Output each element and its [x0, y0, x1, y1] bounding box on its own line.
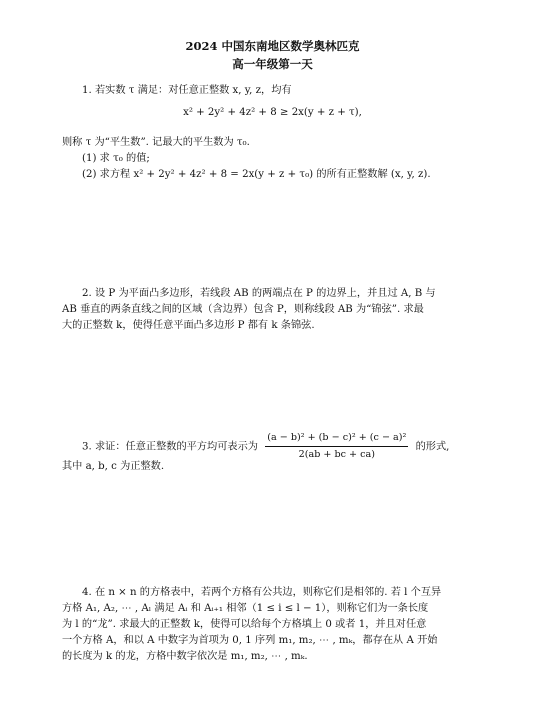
- problem-2-line-1: 2. 设 P 为平面凸多边形，若线段 AB 的两端点在 P 的边界上，并且过 A, B 与: [82, 288, 436, 299]
- problem-4-line-3: 为 l 的“龙”. 求最大的正整数 k，使得可以给每个方格填上 0 或者 1，并且对任意: [62, 619, 427, 630]
- problem-3-tail: 的形式,: [415, 441, 450, 453]
- problem-3-line-2: 其中 a, b, c 为正整数.: [62, 461, 165, 472]
- problem-3-lead: 3. 求证：任意正整数的平方均可表示为: [82, 441, 258, 453]
- problem-1-definition: 则称 τ 为“平生数”. 记最大的平生数为 τ₀.: [62, 137, 250, 148]
- problem-3-line-1: [82, 431, 449, 462]
- problem-1-intro: 1. 若实数 τ 满足：对任意正整数 x, y, z，均有: [82, 85, 292, 96]
- problem-1-formula: x² + 2y² + 4z² + 8 ≥ 2x(y + z + τ),: [183, 107, 362, 118]
- problem-3-denominator: 2(ab + bc + ca): [298, 449, 375, 460]
- problem-2-line-2: AB 垂直的两条直线之间的区域（含边界）包含 P，则称线段 AB 为“锦弦”. 求最: [62, 304, 424, 315]
- page-title: 2024 中国东南地区数学奥林匹克: [185, 39, 360, 53]
- problem-2-line-3: 大的正整数 k，使得任意平面凸多边形 P 都有 k 条锦弦.: [62, 320, 315, 331]
- problem-1-part-1: (1) 求 τ₀ 的值;: [82, 153, 150, 164]
- page-subtitle: 高一年级第一天: [232, 57, 313, 71]
- problem-4-line-2: 方格 A₁, A₂, ⋯ , Aₗ 满足 Aᵢ 和 Aᵢ₊₁ 相邻（1 ≤ i ≤ l − 1），则称它们为一条长度: [62, 603, 429, 614]
- problem-4-line-5: 的长度为 k 的龙，方格中数字依次是 m₁, m₂, ⋯ , mₖ.: [62, 651, 308, 662]
- problem-1-part-2: (2) 求方程 x² + 2y² + 4z² + 8 = 2x(y + z + τ₀) 的所有正整数解 (x, y, z).: [82, 169, 431, 180]
- problem-3-numerator: (a − b)² + (b − c)² + (c − a)²: [265, 431, 408, 447]
- problem-3-fraction: [265, 431, 408, 462]
- problem-4-line-4: 一个方格 A，和以 A 中数字为首项为 0, 1 序列 m₁, m₂, ⋯ , mₖ，都存在从 A 开始: [62, 635, 438, 646]
- problem-4-line-1: 4. 在 n × n 的方格表中，若两个方格有公共边，则称它们是相邻的. 若 l 个互异: [82, 587, 442, 598]
